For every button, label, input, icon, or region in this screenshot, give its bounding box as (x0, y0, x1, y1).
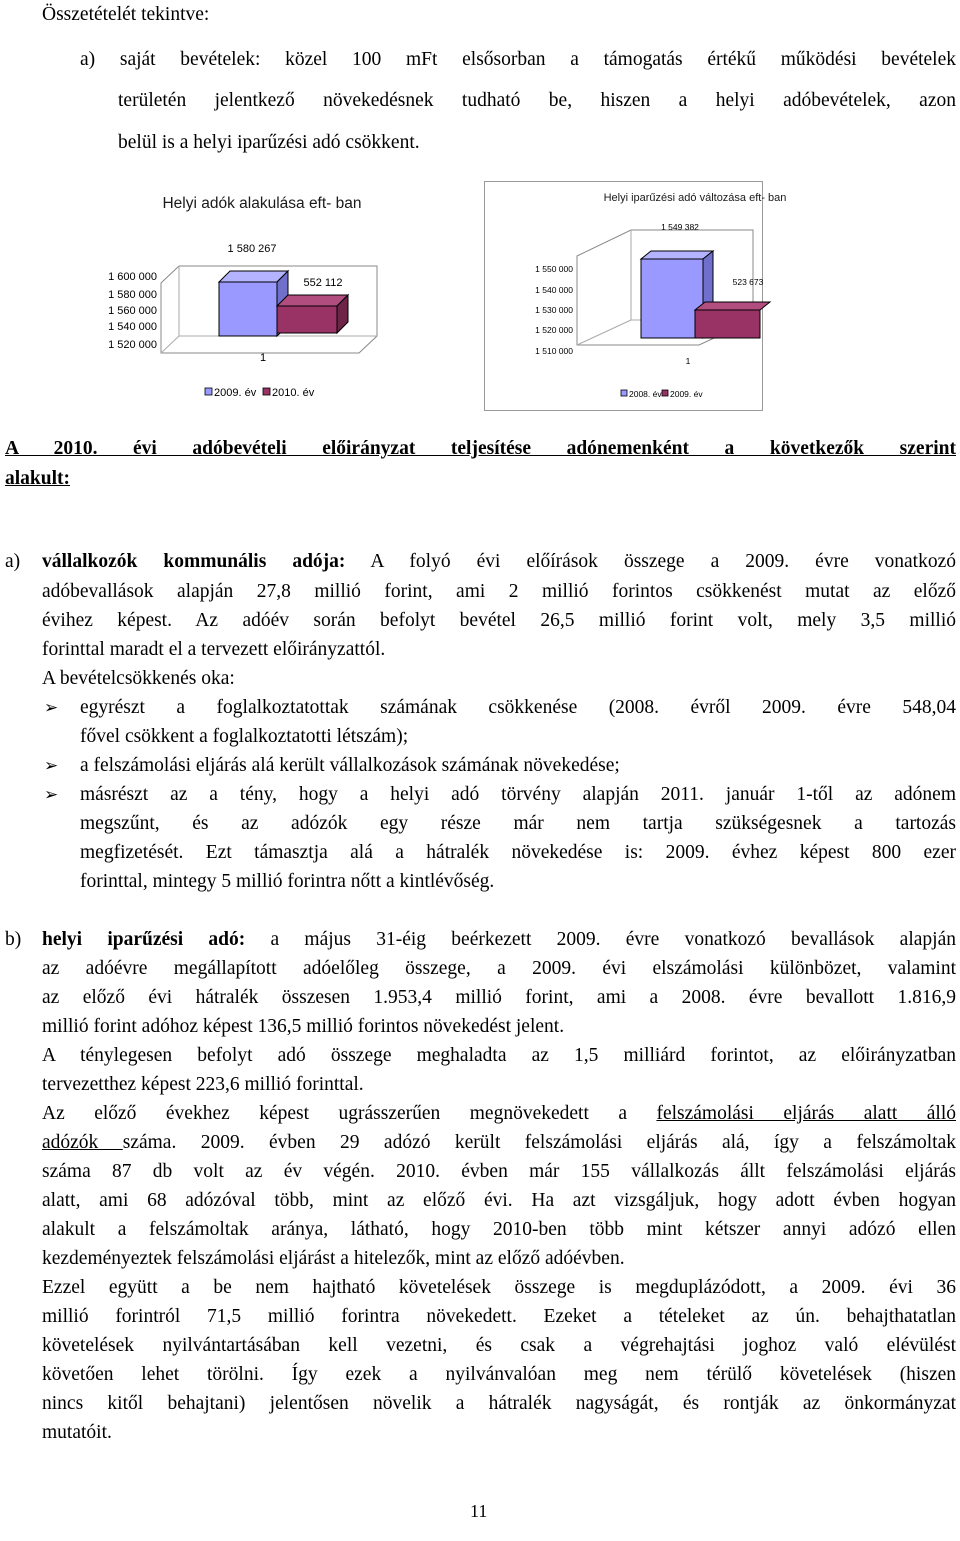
chart1-ytick: 1 540 000 (108, 321, 157, 333)
intro-item-a-line-1: a) saját bevételek: közel 100 mFt elsősorban a támogatás értékű működési bevételek (80, 49, 956, 70)
chart1-ytick: 1 560 000 (108, 305, 157, 317)
chart1-legend-2010: 2010. év (272, 387, 315, 399)
chart2-legend-swatch-2009 (662, 390, 668, 396)
section-b-line-2: az adóévre megállapított adóelőleg összege, a 2009. évi elszámolási különbözet, valamint (42, 958, 956, 979)
section-b-marker: b) (5, 929, 22, 950)
section-a-line-1 (42, 549, 956, 575)
chart1-legend-2009: 2009. év (214, 387, 257, 399)
section-b-p3-line-5: alakult a felszámoltak aránya, látható, hogy 2010-ben több mint kétszer annyi adózó ellen (42, 1219, 956, 1240)
chart1-floor-diag (161, 336, 179, 353)
section-b-p3-line-4: alatt, ami 68 adózóval több, mint az előző évi. Ha azt vizsgáljuk, hogy adott évben hogyan (42, 1190, 956, 1211)
section-a-first-rest: A folyó évi előírások összege a 2009. évre vonatkozó (345, 551, 956, 572)
section-heading-line-1: A 2010. évi adóbevételi előirányzat teljesítése adónemenként a következők szerint (5, 438, 956, 459)
section-b-p3-underlined: felszámolási eljárás alatt álló (656, 1103, 956, 1124)
bullet-1-line-2: fővel csökkent a foglalkoztatotti létszám); (80, 726, 409, 747)
chart2-legend-2008: 2008. év (629, 389, 662, 399)
section-b-p3-line-2 (42, 1130, 956, 1156)
chart-local-taxes-svg (97, 178, 475, 408)
section-a-line-5: A bevételcsökkenés oka: (42, 668, 235, 689)
section-heading-line-2: alakult: (5, 468, 71, 489)
chart2-legend-2009: 2009. év (670, 389, 703, 399)
bullet-arrow-icon: ➢ (44, 785, 59, 804)
chart-local-taxes (97, 178, 475, 408)
section-b-p3-start: Az előző évekhez képest ugrásszerűen megnövekedett a (42, 1103, 657, 1124)
chart2-title: Helyi iparűzési adó változása eft- ban (603, 192, 787, 204)
chart2-ytick: 1 530 000 (535, 305, 573, 315)
section-b-p3-underlined-2: adózók (42, 1132, 123, 1153)
section-b-line-3: az előző évi hátralék összesen 1.953,4 millió forint, ami a 2008. évre bevallott 1.816,9 (42, 987, 956, 1008)
chart1-legend-swatch-2009 (205, 388, 212, 395)
chart1-ytick: 1 580 000 (108, 289, 157, 301)
chart2-category-label: 1 (685, 356, 691, 366)
chart1-data-label-2010: 552 112 (303, 277, 343, 289)
section-b-p3-line-1 (42, 1101, 956, 1127)
section-a-line-4: forinttal maradt el a tervezett előirányzattól. (42, 639, 386, 660)
section-b-line-5: A ténylegesen befolyt adó összege meghaladta az 1,5 milliárd forintot, az előirányzatban (42, 1045, 956, 1066)
intro-item-a-line-3: belül is a helyi iparűzési adó csökkent. (118, 132, 420, 153)
section-b-p4-line-6: mutatóit. (42, 1422, 112, 1443)
bullet-3-line-4: forinttal, mintegy 5 millió forintra nőtt a kintlévőség. (80, 871, 495, 892)
chart1-bar-2010 (277, 295, 348, 333)
bullet-3-line-3: megfizetését. Ezt támasztja alá a hátralék növekedése is: 2009. évhez képest 800 ezer (80, 842, 956, 863)
section-b-p4-line-4: követően lehet törölni. Így ezek a nyilvánvalóan meg nem térülő követelések (hiszen (42, 1364, 956, 1385)
chart1-legend-swatch-2010 (263, 388, 270, 395)
bullet-1-line-1: egyrészt a foglalkoztatottak számának csökkenése (2008. évről 2009. évre 548,04 (80, 697, 956, 718)
page-number: 11 (470, 1501, 488, 1521)
section-b-first-rest: a május 31-éig beérkezett 2009. évre vonatkozó bevallások alapján (245, 929, 956, 950)
section-a-line-2: adóbevallások alapján 27,8 millió forint, ami 2 millió forintos csökkenést mutat az előző (42, 581, 956, 602)
bullet-2-line-1: a felszámolási eljárás alá került vállalkozások számának növekedése; (80, 755, 620, 776)
chart2-data-label-2008: 1 549 382 (661, 222, 699, 232)
section-b-label: helyi iparűzési adó: (42, 929, 246, 950)
chart2-ytick: 1 510 000 (535, 346, 573, 356)
section-b-p3-after: száma. 2009. évben 29 adózó került felszámolási eljárás alá, így a felszámoltak (122, 1132, 956, 1153)
bullet-arrow-icon: ➢ (44, 756, 59, 775)
chart2-floor-diag (577, 320, 631, 345)
chart1-ytick: 1 520 000 (108, 339, 157, 351)
chart1-title: Helyi adók alakulása eft- ban (162, 195, 362, 212)
chart-business-tax-svg (485, 182, 787, 410)
section-b-line-6: tervezetthez képest 223,6 millió forinttal. (42, 1074, 364, 1095)
section-b-p4-line-3: követelések nyilvántartásában kell vezetni, és csak a végrehajtási joghoz való elévülést (42, 1335, 956, 1356)
section-b-line-4: millió forint adóhoz képest 136,5 millió forintos növekedést jelent. (42, 1016, 565, 1037)
section-a-label: vállalkozók kommunális adója: (42, 551, 346, 572)
section-a-line-3: évihez képest. Az adóév során befolyt bevétel 26,5 millió forint volt, mely 3,5 millió (42, 610, 956, 631)
chart1-data-label-2009: 1 580 267 (227, 243, 277, 255)
chart2-ytick: 1 550 000 (535, 264, 573, 274)
section-b-p3-line-3: száma 87 db volt az év végén. 2010. évben már 155 vállalkozás állt felszámolási eljárás (42, 1161, 956, 1182)
section-b-p4-line-2: millió forintról 71,5 millió forintra növekedett. Ezeket a tételeket az ún. behajthatatlan (42, 1306, 956, 1327)
section-b-line-1 (42, 927, 956, 953)
chart1-category-label: 1 (259, 352, 267, 364)
intro-heading: Összetételét tekintve: (42, 4, 210, 25)
chart2-data-label-2009: 523 673 (732, 277, 764, 287)
section-b-p4-line-5: nincs kitől behajtani) jelentősen növelik a hátralék nagyságát, és rontják az önkormányzat (42, 1393, 956, 1414)
chart2-ytick: 1 520 000 (535, 325, 573, 335)
bullet-3-line-2: megszűnt, és az adózók egy része már nem tartja szükségesnek a tartozás (80, 813, 956, 834)
section-b-p3-line-6: kezdeményeztek felszámolási eljárást a hitelezők, mint az előző adóévben. (42, 1248, 625, 1269)
bullet-arrow-icon: ➢ (44, 698, 59, 717)
chart2-legend-swatch-2008 (621, 390, 627, 396)
section-a-marker: a) (5, 551, 21, 572)
bullet-3-line-1: másrészt az a tény, hogy a helyi adó törvény alapján 2011. január 1-től az adónem (80, 784, 956, 805)
chart2-bar-2009 (695, 302, 770, 338)
chart2-ytick: 1 540 000 (535, 285, 573, 295)
chart1-ytick: 1 600 000 (108, 271, 157, 283)
section-b-p4-line-1: Ezzel együtt a be nem hajtható követelések összege is megduplázódott, a 2009. évi 36 (42, 1277, 956, 1298)
chart-business-tax (484, 181, 787, 411)
intro-item-a-line-2: területén jelentkező növekedésnek tudható be, hiszen a helyi adóbevételek, azon (118, 90, 956, 111)
